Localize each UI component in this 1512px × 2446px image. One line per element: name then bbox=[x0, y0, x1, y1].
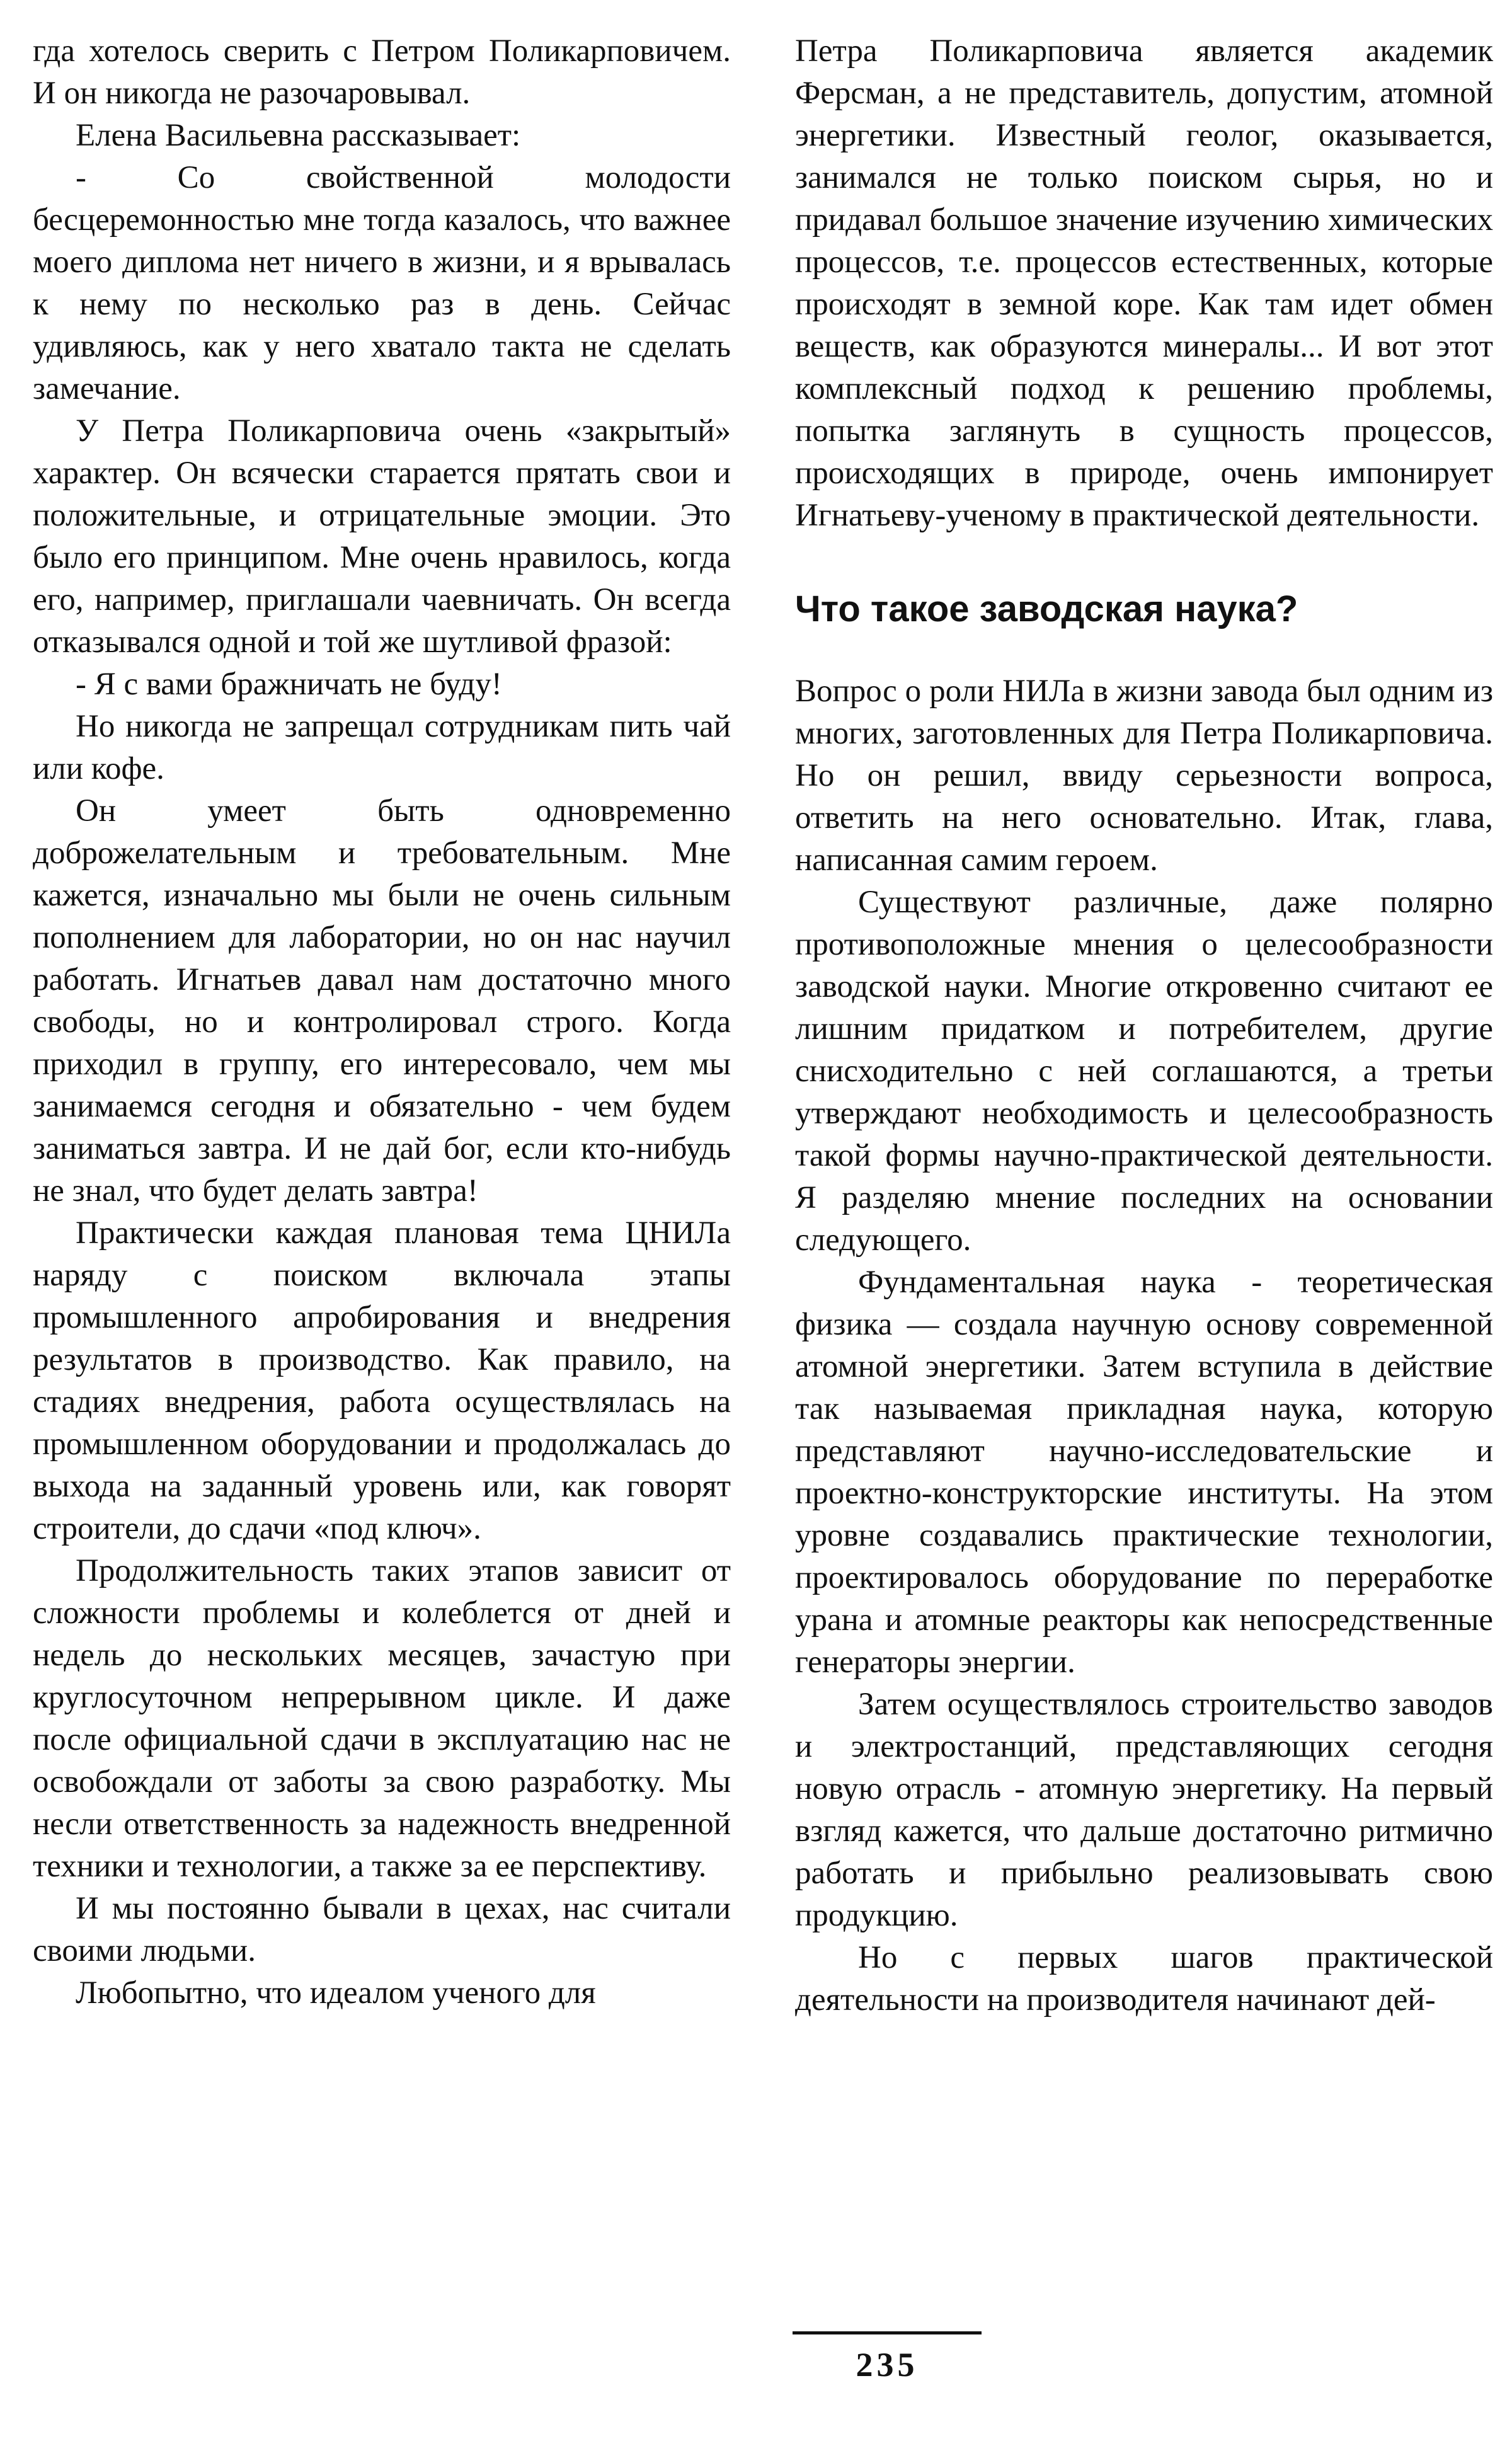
paragraph: Он умеет быть одновременно доброжелательным и требовательным. Мне кажется, изначально мы были не очень сильным пополнением для лаборатории, но он нас научил работать. Игнатьев давал нам достаточно много свободы, но и контролировал строго. Когда приходил в группу, его интересовало, чем мы занимаемся сегодня и обязательно - чем будем заниматься завтра. И не дай бог, если кто-нибудь не знал, что будет делать завтра! bbox=[33, 793, 731, 1209]
paragraph: гда хотелось сверить с Петром Поликарповичем. И он никогда не разочаровывал. bbox=[33, 33, 731, 111]
paragraph: И мы постоянно бывали в цехах, нас считали своими людьми. bbox=[33, 1891, 731, 1968]
paragraph: Продолжительность таких этапов зависит от сложности проблемы и колеблется от дней и недель до нескольких месяцев, зачастую при круглосуточном непрерывном цикле. И даже после официальной сдачи в эксплуатацию нас не освобождали от заботы за свою разработку. Мы несли ответственность за надежность внедренной техники и технологии, а также за ее перспективу. bbox=[33, 1553, 731, 1884]
paragraph: Петра Поликарповича является академик Ферсман, а не представитель, допустим, атомной энергетики. Известный геолог, оказывается, занимался не только поиском сырья, но и придавал большое значение изучению химических процессов, т.е. процессов естественных, которые происходят в земной коре. Как там идет обмен веществ, как образуются минералы... И вот этот комплексный подход к решению проблемы, попытка заглянуть в сущность процессов, происходящих в природе, очень импонирует Игнатьеву-ученому в практической деятельности. bbox=[795, 33, 1493, 533]
paragraph: У Петра Поликарповича очень «закрытый» характер. Он всячески старается прятать свои и положительные, и отрицательные эмоции. Это было его принципом. Мне очень нравилось, когда его, например, приглашали чаевничать. Он всегда отказывался одной и той же шутливой фразой: bbox=[33, 413, 731, 660]
paragraph: Вопрос о роли НИЛа в жизни завода был одним из многих, заготовленных для Петра Поликарповича. Но он решил, ввиду серьезности вопроса, ответить на него основательно. Итак, глава, написанная самим героем. bbox=[795, 674, 1493, 878]
paragraph: Любопытно, что идеалом ученого для bbox=[76, 1975, 596, 2011]
paragraph: Существуют различные, даже полярно противоположные мнения о целесообразности заводской науки. Многие откровенно считают ее лишним придатком и потребителем, другие снисходительно с ней соглашаются, а третьи утверждают необходимость и целесообразность такой формы научно-практической деятельности. Я разделяю мнение последних на основании следующего. bbox=[795, 885, 1493, 1258]
paragraph: Но с первых шагов практической деятельности на производителя начинают дей- bbox=[795, 1940, 1493, 2018]
page-number: 235 bbox=[856, 2346, 919, 2384]
paragraph: Практически каждая плановая тема ЦНИЛа наряду с поиском включала этапы промышленного апробирования и внедрения результатов в производство. Как правило, на стадиях внедрения, работа осуществлялась на промышленном оборудовании и продолжалась до выхода на заданный уровень или, как говорят строители, до сдачи «под ключ». bbox=[33, 1215, 731, 1546]
paragraph: Фундаментальная наука - теоретическая физика — создала научную основу современной атомной энергетики. Затем вступила в действие так называемая прикладная наука, которую представляют научно-исследовательские и проектно-конструкторские институты. На этом уровне создавались практические технологии, проектировалось оборудование по переработке урана и атомные реакторы как непосредственные генераторы энергии. bbox=[795, 1265, 1493, 1680]
paragraph: - Я с вами бражничать не буду! bbox=[76, 667, 502, 702]
paragraph: Затем осуществлялось строительство заводов и электростанций, представляющих сегодня новую отрасль - атомную энергетику. На первый взгляд кажется, что дальше достаточно ритмично работать и прибыльно реализовывать свою продукцию. bbox=[795, 1687, 1493, 1933]
paragraph: Но никогда не запрещал сотрудникам пить чай или кофе. bbox=[33, 709, 731, 786]
footer-rule bbox=[793, 2331, 982, 2334]
paragraph: - Со свойственной молодости бесцеремонностью мне тогда казалось, что важнее моего диплома нет ничего в жизни, и я врывалась к нему по несколько раз в день. Сейчас удивляюсь, как у него хватало такта не сделать замечание. bbox=[33, 160, 731, 406]
paragraph: Елена Васильевна рассказывает: bbox=[76, 118, 521, 153]
left-column bbox=[33, 30, 731, 2014]
section-heading: Что такое заводская наука? bbox=[795, 589, 1298, 629]
right-column bbox=[795, 30, 1493, 2021]
